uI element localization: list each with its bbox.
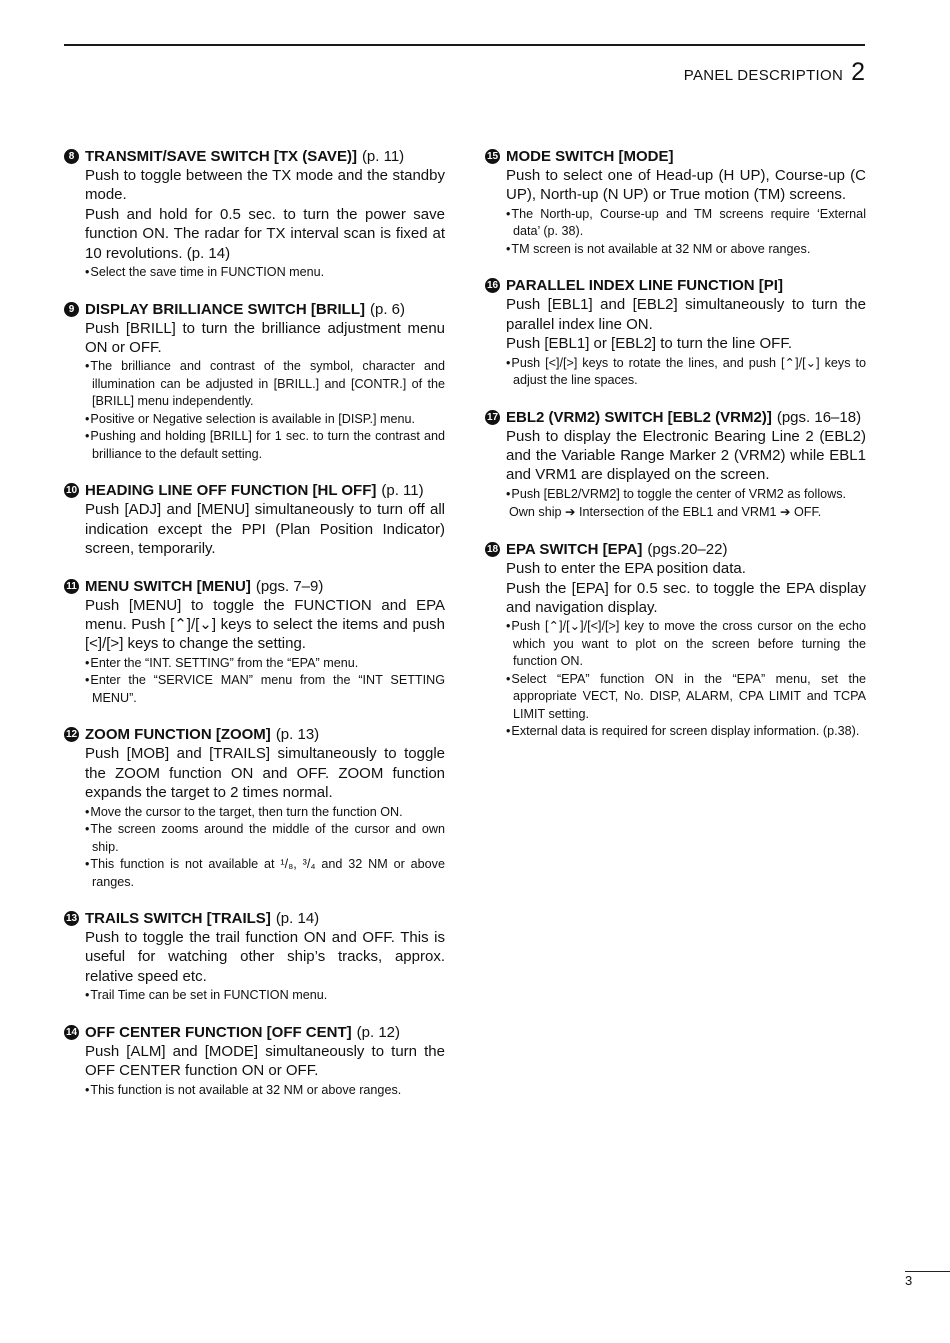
section-number-badge: 13 (65, 913, 78, 924)
section-number-badge: 15 (486, 151, 499, 162)
section-title: HEADING LINE OFF FUNCTION [HL OFF] (85, 482, 377, 500)
page-reference: (pgs. 16–18) (776, 408, 862, 426)
section-number-badge: 17 (486, 411, 499, 423)
section-heading (64, 577, 445, 596)
body-paragraph: Push [ALM] and [MODE] simultaneously to turn the OFF CENTER function ON or OFF. (85, 1042, 445, 1080)
section-title: MODE SWITCH [MODE] (506, 148, 674, 165)
section-heading (485, 540, 866, 559)
page-header (684, 58, 865, 87)
section-title: TRANSMIT/SAVE SWITCH [TX (SAVE)] (85, 148, 357, 165)
section-body (85, 928, 445, 986)
section-12 (64, 725, 445, 891)
section-body (85, 596, 445, 654)
bullet-item: • Move the cursor to the target, then turn the function ON. (85, 804, 445, 822)
sequence-note: Own ship ➔ Intersection of the EBL1 and VRM1 ➔ OFF. (509, 505, 822, 520)
bullet-item: • TM screen is not available at 32 NM or above ranges. (506, 241, 866, 259)
right-column (485, 147, 866, 759)
body-paragraph: Push [MENU] to toggle the FUNCTION and EPA menu. Push [⌃]/[⌄] keys to select the items and push [<]/[>] keys to change the setting. (85, 596, 445, 653)
section-number-badge: 8 (64, 149, 79, 164)
bullet-item: • Push [<]/[>] keys to rotate the lines, and push [⌃]/[⌄] keys to adjust the line spaces. (506, 355, 866, 390)
section-body (85, 319, 445, 358)
body-paragraph: Push the [EPA] for 0.5 sec. to toggle the EPA display and navigation display. (506, 579, 866, 617)
section-title: OFF CENTER FUNCTION [OFF CENT] (85, 1023, 352, 1041)
section-11 (64, 577, 445, 708)
section-heading (485, 276, 866, 295)
chapter-number: 2 (851, 58, 865, 86)
section-title: TRAILS SWITCH [TRAILS] (85, 910, 271, 927)
section-heading (64, 147, 445, 166)
bullet-list (506, 618, 866, 741)
section-body (85, 166, 445, 263)
bullet-item: • Select the save time in FUNCTION menu. (85, 264, 445, 282)
section-heading (485, 408, 866, 427)
body-paragraph: Push [ADJ] and [MENU] simultaneously to turn off all indication except the PPI (Plan Position Indicator) screen, temporarily. (85, 501, 445, 558)
section-title: PARALLEL INDEX LINE FUNCTION [PI] (506, 277, 783, 295)
header-rule (64, 44, 865, 46)
body-paragraph: Push to display the Electronic Bearing Line 2 (EBL2) and the Variable Range Marker 2 (VRM2) while EBL1 and VRM1 are displayed on the screen. (506, 427, 866, 484)
body-paragraph: Push to select one of Head-up (H UP), Course-up (C UP), North-up (N UP) or True motion (TM) screens. (506, 167, 866, 204)
body-paragraph: Push [BRILL] to turn the brilliance adjustment menu ON or OFF. (85, 319, 445, 356)
page-reference: (p. 14) (275, 910, 320, 927)
body-paragraph: Push [MOB] and [TRAILS] simultaneously to toggle the ZOOM function ON and OFF. ZOOM function expands the target to 2 times normal. (85, 745, 445, 802)
section-title: ZOOM FUNCTION [ZOOM] (85, 726, 271, 744)
section-heading (64, 725, 445, 744)
bullet-list (85, 264, 445, 282)
section-title: MENU SWITCH [MENU] (85, 577, 251, 595)
section-number-badge: 10 (65, 485, 78, 497)
bullet-item: • Push [EBL2/VRM2] to toggle the center of VRM2 as follows. (506, 486, 866, 504)
bullet-item: • Enter the “SERVICE MAN” menu from the “INT SETTING MENU”. (85, 672, 445, 707)
left-column (64, 147, 445, 1117)
bullet-list (85, 358, 445, 463)
section-10 (64, 481, 445, 558)
bullet-list (506, 355, 866, 390)
section-13 (64, 909, 445, 1005)
body-paragraph: Push to enter the EPA position data. (506, 560, 746, 578)
page-reference: (p. 6) (370, 300, 406, 318)
bullet-list (85, 655, 445, 708)
bullet-item: • Enter the “INT. SETTING” from the “EPA” menu. (85, 655, 445, 673)
body-paragraph: Push to toggle between the TX mode and the standby mode. (85, 167, 445, 204)
body-paragraph: Push [EBL1] or [EBL2] to turn the line OFF. (506, 335, 792, 353)
bullet-item: • Push [⌃]/[⌄]/[<]/[>] key to move the cross cursor on the echo which you want to plot on the screen before turning the function ON. (506, 618, 866, 671)
section-15 (485, 147, 866, 258)
section-9 (64, 300, 445, 464)
section-number-badge: 14 (65, 1026, 78, 1038)
bullet-list (506, 206, 866, 259)
bullet-list (85, 1082, 445, 1100)
bullet-item: • This function is not available at 32 NM or above ranges. (85, 1082, 445, 1100)
body-paragraph: Push and hold for 0.5 sec. to turn the power save function ON. The radar for TX interval scan is fixed at 10 revolutions. (p. 14) (85, 205, 445, 262)
page-number: 3 (905, 1273, 913, 1288)
section-body (506, 295, 866, 353)
section-number-badge: 18 (486, 544, 499, 556)
section-body (506, 427, 866, 485)
bullet-item: • This function is not available at ¹/₈, ³/₄ and 32 NM or above ranges. (85, 856, 445, 891)
bullet-item: • The brilliance and contrast of the symbol, character and illumination can be adjusted in [BRILL.] and [CONTR.] of the [BRILL] menu independently. (85, 358, 445, 411)
bullet-list (85, 804, 445, 892)
section-number-badge: 11 (64, 579, 79, 594)
section-body (85, 500, 445, 558)
section-body (85, 744, 445, 802)
section-body (506, 559, 866, 617)
section-heading (64, 481, 445, 500)
page-reference: (pgs. 7–9) (255, 577, 324, 595)
section-number-badge: 16 (486, 280, 499, 292)
section-16 (485, 276, 866, 389)
bullet-item: • Positive or Negative selection is available in [DISP.] menu. (85, 411, 445, 429)
section-18 (485, 540, 866, 741)
section-8 (64, 147, 445, 282)
page-reference: (p. 11) (381, 482, 424, 500)
section-title: DISPLAY BRILLIANCE SWITCH [BRILL] (85, 300, 365, 318)
page-reference: (p. 12) (356, 1023, 400, 1041)
section-title: EPA SWITCH [EPA] (506, 541, 643, 559)
section-number-badge: 9 (64, 302, 79, 317)
body-paragraph: Push to toggle the trail function ON and OFF. This is useful for watching other ship’s tracks, approx. relative speed etc. (85, 929, 445, 985)
header-title: PANEL DESCRIPTION (683, 67, 844, 84)
section-heading (64, 300, 445, 319)
bullet-item: • Trail Time can be set in FUNCTION menu. (85, 987, 445, 1005)
page-reference: (p. 11) (361, 148, 405, 165)
page-reference: (pgs.20–22) (647, 541, 728, 559)
bullet-item: • The North-up, Course-up and TM screens require ‘External data’ (p. 38). (506, 206, 866, 241)
footer-rule (905, 1271, 950, 1272)
bullet-item: • Select “EPA” function ON in the “EPA” menu, set the appropriate VECT, No. DISP, ALARM, CPA LIMIT and TCPA LIMIT setting. (506, 671, 866, 724)
section-body (85, 1042, 445, 1081)
section-body (506, 166, 866, 205)
section-heading (485, 147, 866, 166)
bullet-item: • The screen zooms around the middle of the cursor and own ship. (85, 821, 445, 856)
body-paragraph: Push [EBL1] and [EBL2] simultaneously to turn the parallel index line ON. (506, 296, 866, 333)
section-number-badge: 12 (65, 729, 78, 741)
section-title: EBL2 (VRM2) SWITCH [EBL2 (VRM2)] (506, 408, 772, 426)
bullet-list (85, 987, 445, 1005)
section-heading (64, 909, 445, 928)
bullet-item: • Pushing and holding [BRILL] for 1 sec. to turn the contrast and brilliance to the default setting. (85, 428, 445, 463)
page-reference: (p. 13) (275, 726, 320, 744)
bullet-item: • External data is required for screen display information. (p.38). (506, 723, 866, 741)
bullet-list (506, 486, 866, 504)
section-heading (64, 1023, 445, 1042)
section-17 (485, 408, 866, 523)
section-14 (64, 1023, 445, 1099)
